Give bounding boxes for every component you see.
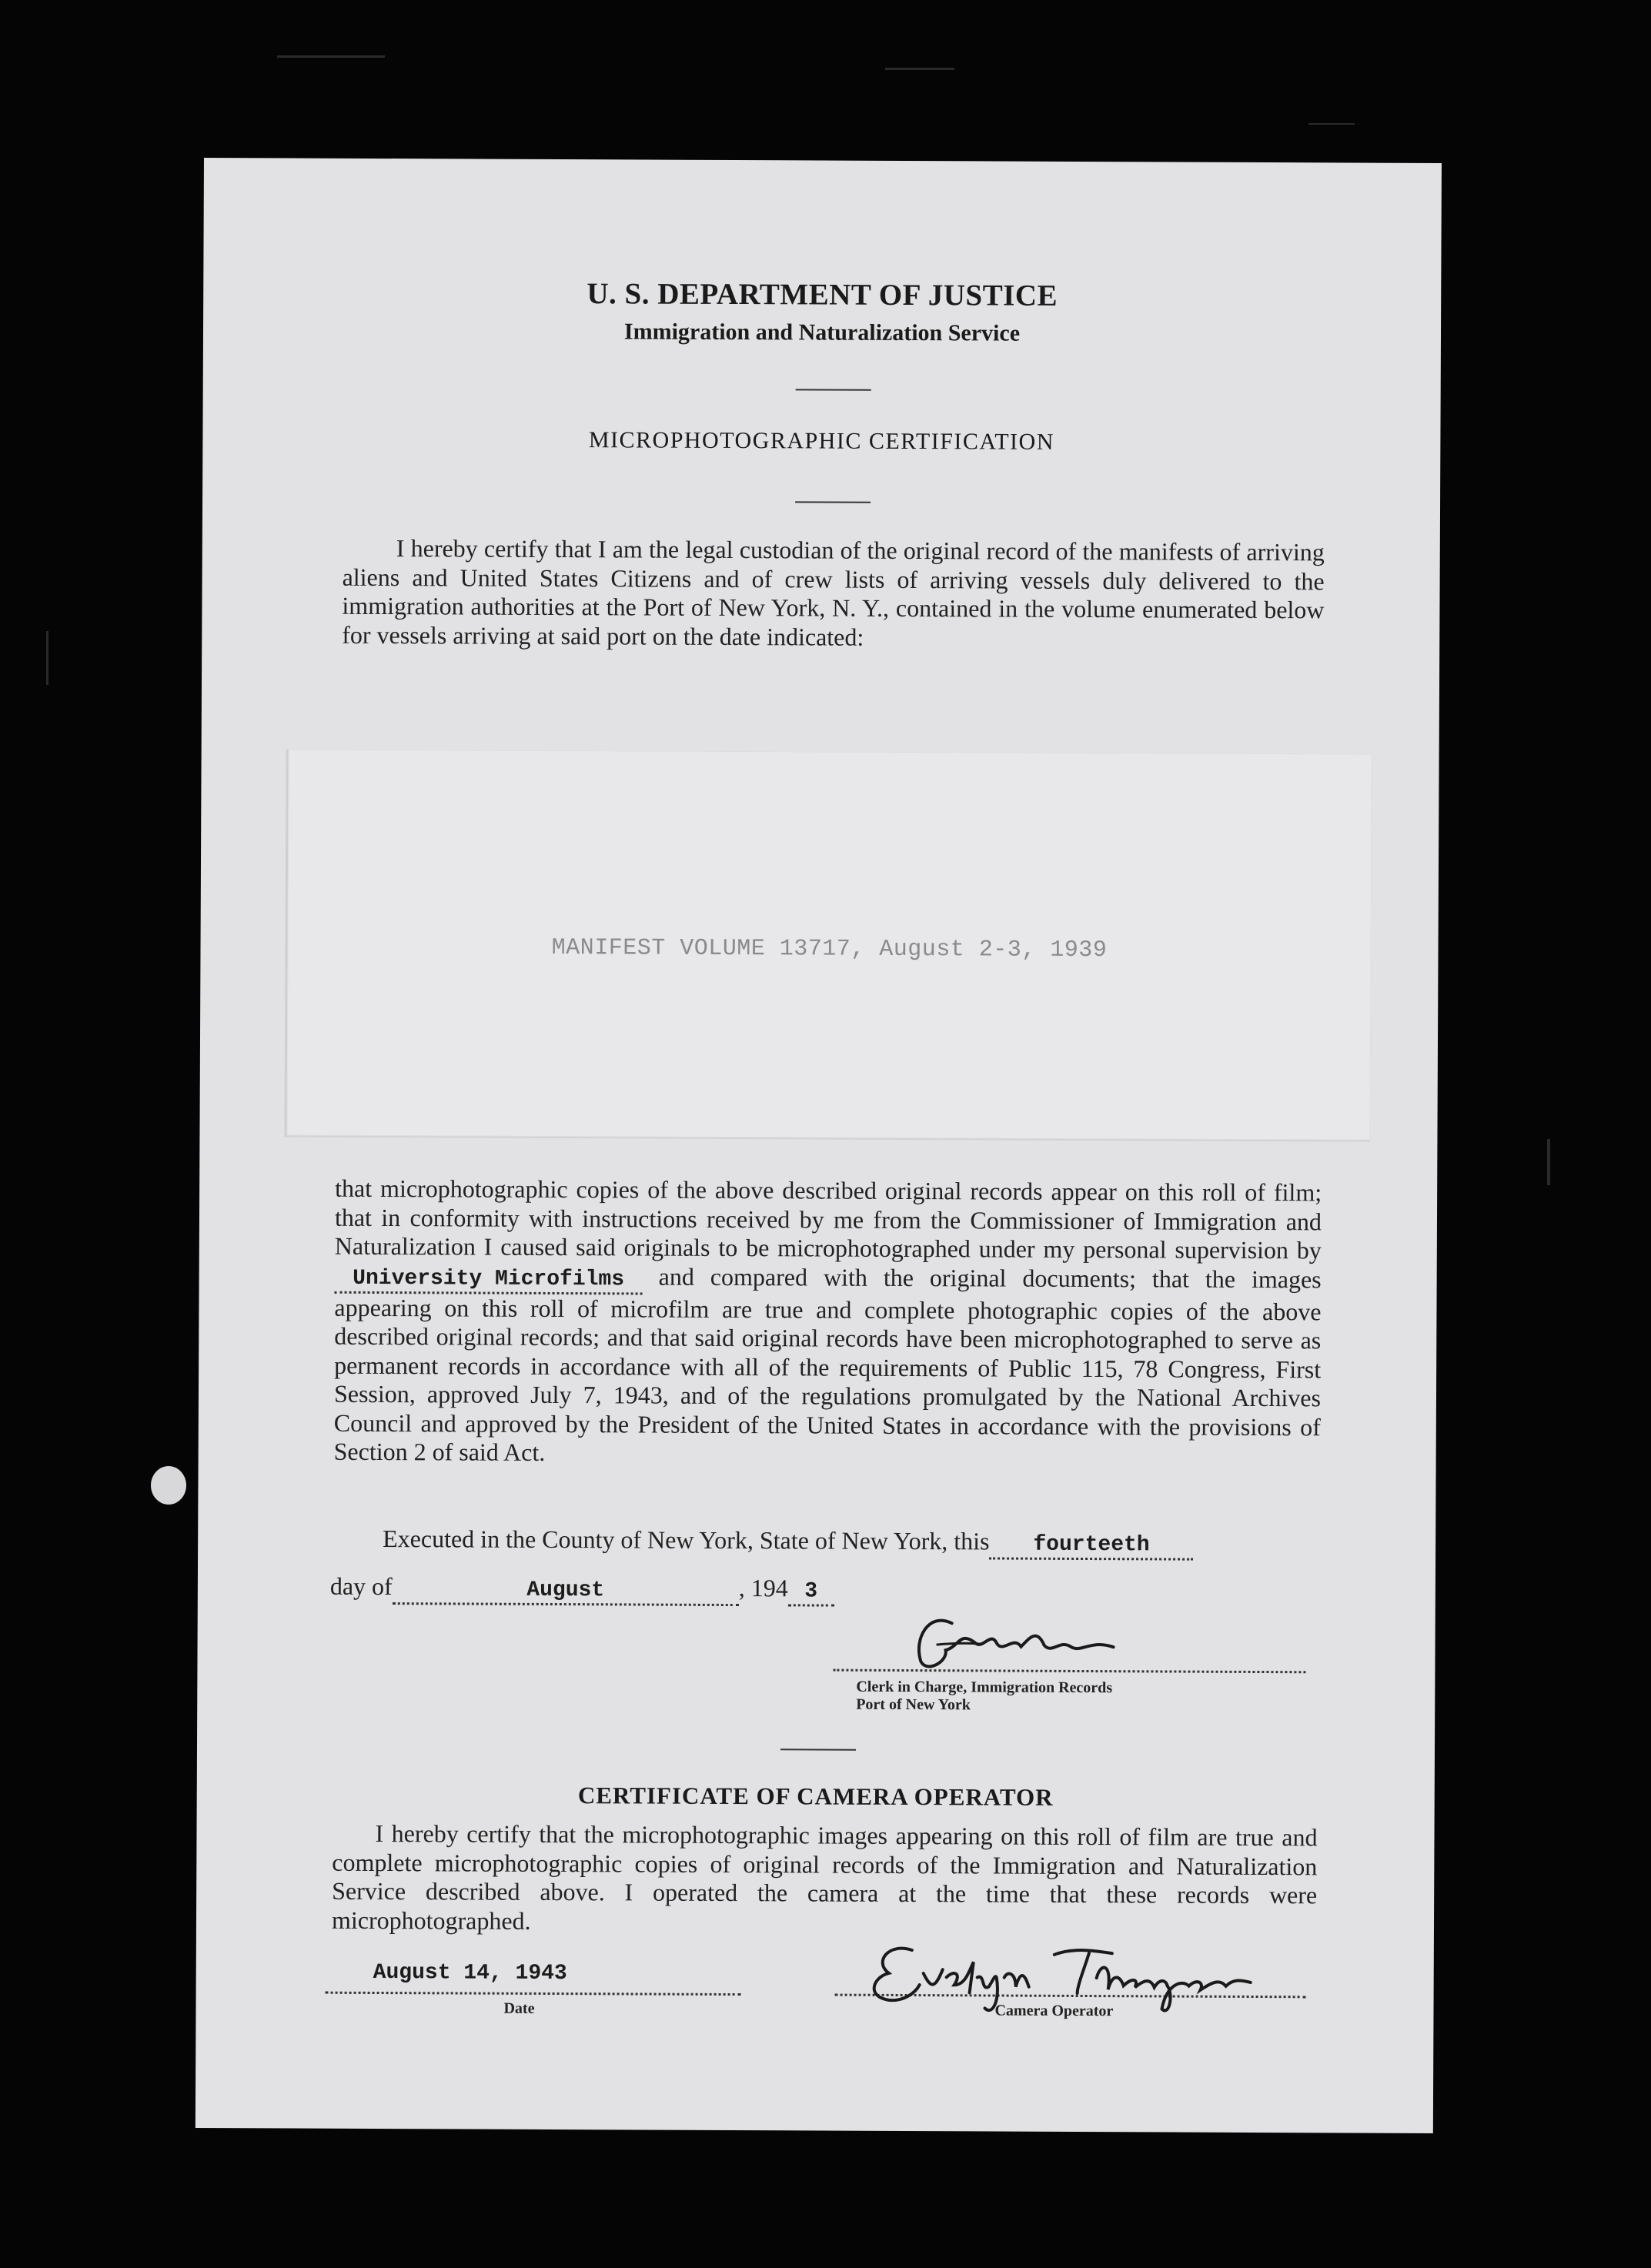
microphotography-paragraph bbox=[334, 1174, 1322, 1471]
date-line bbox=[330, 1572, 834, 1607]
day-ordinal-value: fourteeth bbox=[1033, 1532, 1150, 1558]
execution-line bbox=[383, 1525, 1194, 1561]
microphotography-text-b: and compared with the original documents; that the images appearing on this roll of microfilm are true and complete photographic copies of the above described original records; and that said original records have been microphotographed to serve as permanent records in accordance with all of the requirements of Public 115, 78 Congress, First Session, approved July 7, 1943, and of the regulations promulgated by the National Archives Council and approved by the President of the United States in accordance with the provisions of Section 2 of said Act. bbox=[333, 1262, 1322, 1466]
clerk-title bbox=[856, 1678, 1112, 1715]
manifest-label-strip bbox=[284, 749, 1372, 1141]
month-value: August bbox=[526, 1578, 605, 1603]
custodian-text: I hereby certify that I am the legal custodian of the original record of the manifests of arriving aliens and United States Citizens and of crew lists of arriving vessels duly delivered to the immigration authorities at the Port of New York, N. Y., contained in the volume enumerated below for vessels arriving at said port on the date indicated: bbox=[342, 534, 1325, 651]
certification-page bbox=[196, 158, 1442, 2133]
camera-certificate-text: I hereby certify that the microphotographic images appearing on this roll of film are true and complete microphotographic copies of original records of the Immigration and Naturalization Service described above. I operated the camera at the time that these records were microphotographed. bbox=[331, 1819, 1318, 1935]
supervisor-field bbox=[335, 1262, 643, 1294]
divider bbox=[796, 389, 871, 390]
department-title: U. S. DEPARTMENT OF JUSTICE bbox=[587, 277, 1058, 312]
year-field bbox=[788, 1575, 834, 1606]
clerk-title-line-1: Clerk in Charge, Immigration Records bbox=[856, 1678, 1113, 1697]
year-value: 3 bbox=[804, 1579, 818, 1604]
month-field bbox=[393, 1574, 739, 1606]
film-speck bbox=[46, 631, 48, 685]
year-prefix: , 194 bbox=[738, 1574, 788, 1602]
camera-certificate-paragraph bbox=[332, 1819, 1318, 1939]
divider bbox=[795, 501, 871, 503]
divider bbox=[780, 1749, 856, 1750]
film-blotch bbox=[151, 1466, 186, 1505]
supervisor-value: University Microfilms bbox=[353, 1266, 625, 1291]
camera-operator-label: Camera Operator bbox=[994, 2002, 1114, 2020]
clerk-title-line-2: Port of New York bbox=[856, 1695, 971, 1714]
film-speck bbox=[1547, 1139, 1550, 1185]
film-speck bbox=[277, 55, 385, 58]
microphotography-text-a: that microphotographic copies of the above described original records appear on this roll of film; that in conformity with instructions received by me from the Commissioner of Immigration and Naturalization I caused said originals to be microphotographed under my personal supervision by bbox=[334, 1174, 1322, 1264]
certification-title: MICROPHOTOGRAPHIC CERTIFICATION bbox=[588, 427, 1054, 455]
camera-certificate-title: CERTIFICATE OF CAMERA OPERATOR bbox=[577, 1782, 1054, 1811]
camera-date-line bbox=[326, 1992, 741, 1996]
camera-date-value: August 14, 1943 bbox=[373, 1960, 567, 1986]
film-speck bbox=[1308, 123, 1355, 125]
manifest-label: MANIFEST VOLUME 13717, August 2-3, 1939 bbox=[551, 934, 1108, 964]
film-speck bbox=[885, 68, 954, 70]
clerk-signature bbox=[905, 1608, 1121, 1678]
execution-prefix: Executed in the County of New York, State of New York, this bbox=[383, 1525, 990, 1555]
custodian-paragraph bbox=[342, 534, 1325, 654]
camera-date-label: Date bbox=[503, 1999, 535, 2017]
day-ordinal-field bbox=[989, 1528, 1193, 1560]
day-of-label: day of bbox=[329, 1572, 393, 1601]
camera-date-field bbox=[373, 1961, 567, 1986]
service-subtitle: Immigration and Naturalization Service bbox=[623, 319, 1021, 346]
